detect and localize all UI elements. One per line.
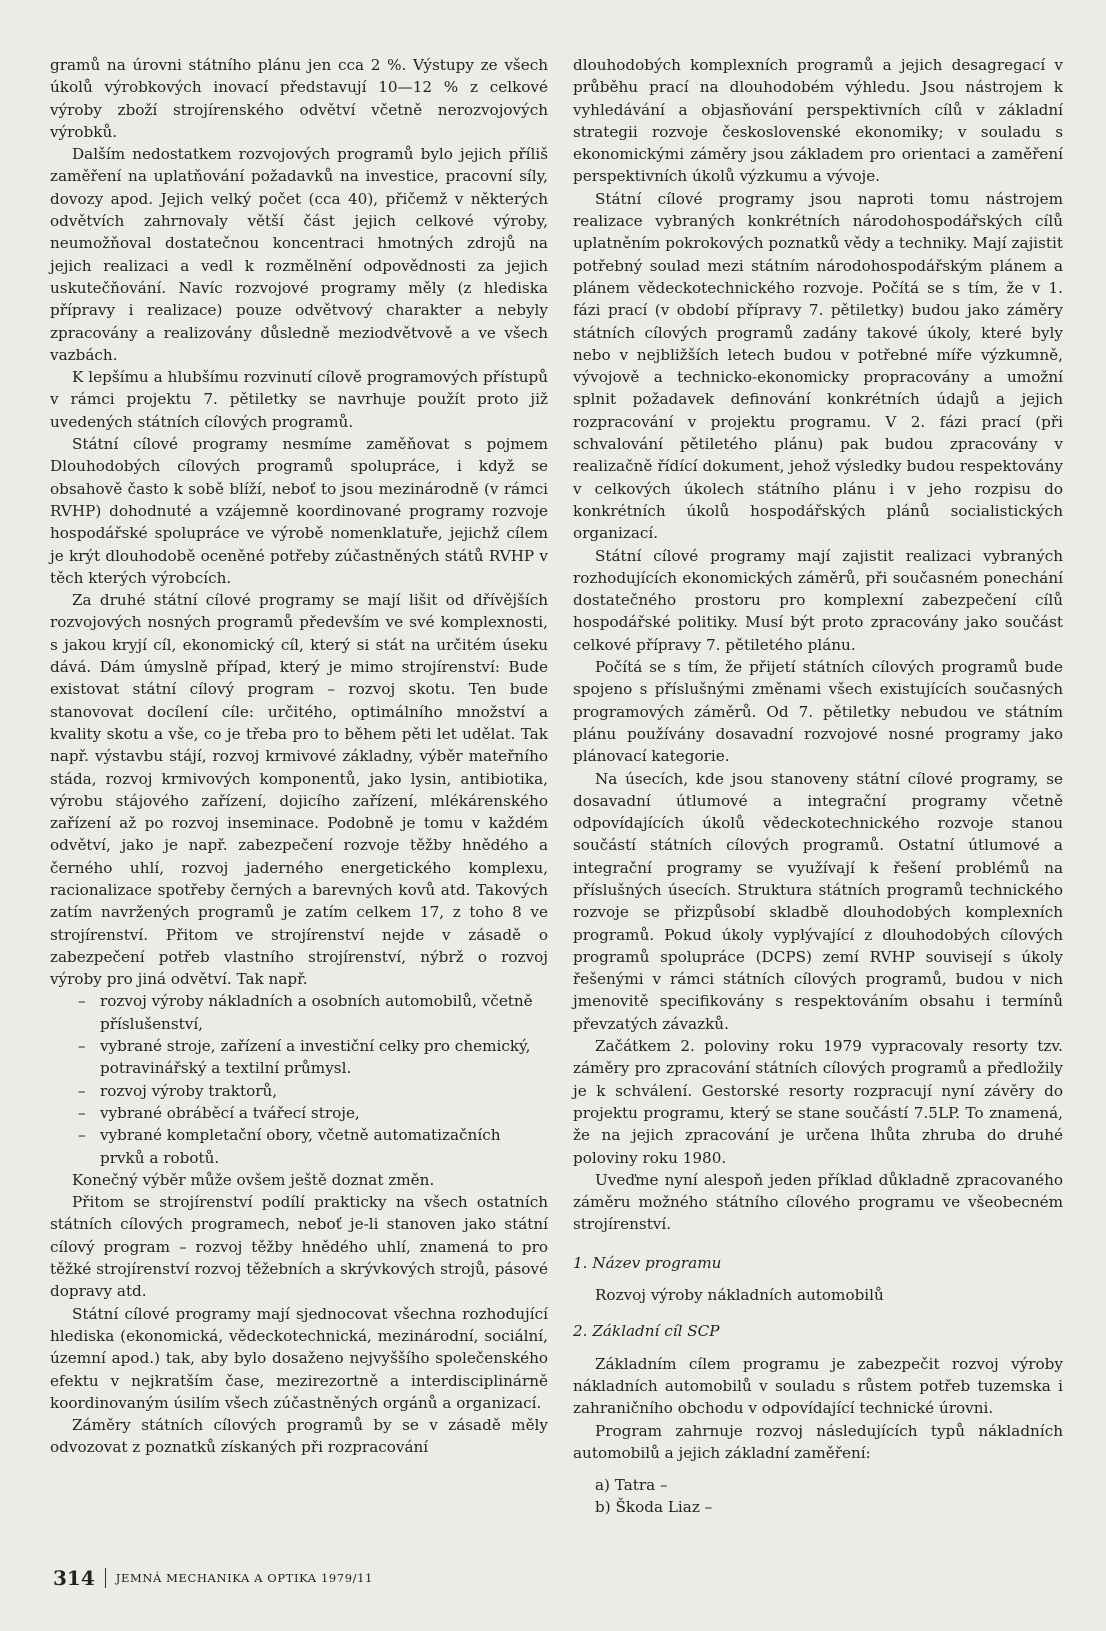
paragraph: Základním cílem programu je zabezpečit rozvoj výroby nákladních automobilů v souladu s růstem potřeb tuzemska i zahraničního obchodu v odpovídající technické úrovni. <box>573 1354 1063 1418</box>
section-heading: 1. Název programu <box>573 1253 722 1272</box>
paragraph: Státní cílové programy mají zajistit realizaci vybraných rozhodujících ekonomických záměrů, při současném ponechání dostatečného prostoru pro komplexní zabezpečení cílů hospodářské politiky. Musí být proto zpracovány jako součást celkové přípravy 7. pětiletého plánu. <box>573 546 1063 654</box>
paragraph: Začátkem 2. poloviny roku 1979 vypracovaly resorty tzv. záměry pro zpracování státních cílových programů a předložily je k schválení. Gestorské resorty rozpracují nyní závěry do projektu programu, který se stane součástí 7.5LP. To znamená, že na jejich zpracování je určena lhůta zhruba do druhé poloviny roku 1980. <box>573 1037 1063 1167</box>
paragraph: Přitom se strojírenství podílí prakticky na všech ostatních státních cílových programech, neboť je-li stanoven jako státní cílový program – rozvoj těžby hnědého uhlí, znamená to pro těžké strojírenství rozvoj těžebních a skrývkových strojů, pásové dopravy atd. <box>50 1193 548 1301</box>
paragraph: Na úsecích, kde jsou stanoveny státní cílové programy, se dosavadní útlumové a integrační programy včetně odpovídajících úkolů vědeckotechnického rozvoje stanou součástí státních cílových programů. Ostatní útlumové a integrační programy se využívají k řešení problémů na příslušných úsecích. Struktura státních programů technického rozvoje se přizpůsobí skladbě dlouhodobých komplexních programů. Pokud úkoly vyplývající z dlouhodobých cílových programů spolupráce (DCPS) zemí RVHP souvisejí s úkoly řešenými v rámci státních cílových programů, budou v nich jmenovitě specifikovány s respektováním obsahu i termínů převzatých závazků. <box>573 769 1063 1033</box>
program-name: Rozvoj výroby nákladních automobilů <box>595 1286 884 1305</box>
list-item: – vybrané stroje, zařízení a investiční celky pro chemický, potravinářský a textilní průmysl. <box>78 1035 548 1080</box>
paragraph: Uveďme nyní alespoň jeden příklad důkladně zpracovaného záměru možného státního cílového programu ve všeobecném strojírenství. <box>573 1170 1063 1234</box>
paragraph: K lepšímu a hlubšímu rozvinutí cílově programových přístupů v rámci projektu 7. pětiletky se navrhuje použít proto již uvedených státních cílových programů. <box>50 368 548 431</box>
list-item: – rozvoj výroby traktorů, <box>78 1080 548 1102</box>
paragraph: Dalším nedostatkem rozvojových programů bylo jejich příliš zaměření na uplatňování požadavků na investice, pracovní síly, dovozy apod. Jejich velký počet (cca 40), přičemž v některých odvětvích zahrnovaly větší část jejich celkové výroby, neumožňoval dostatečnou koncentraci hmotných zdrojů na jejich realizaci a vedl k rozmělnění odpovědnosti za jejich uskutečňování. Navíc rozvojové programy měly (z hlediska přípravy i realizace) pouze odvětvový charakter a nebyly zpracovány a realizovány důsledně meziodvětvově a ve všech vazbách. <box>50 145 548 364</box>
paragraph: gramů na úrovni státního plánu jen cca 2 %. Výstupy ze všech úkolů výrobkových inovací představují 10—12 % z celkové výroby zboží strojírenského odvětví včetně nerozvojových výrobků. <box>50 56 548 141</box>
paragraph: Státní cílové programy mají sjednocovat všechna rozhodující hlediska (ekonomická, vědeckotechnická, mezinárodní, sociální, územní apod.) tak, aby bylo dosaženo nejvyššího společenského efektu v nejkratším čase, mezirezortně a interdisciplinárně koordinovaným úsilím všech zúčastněných orgánů a organizací. <box>50 1304 548 1412</box>
paragraph: dlouhodobých komplexních programů a jejich desagregací v průběhu prací na dlouhodobém výhledu. Jsou nástrojem k vyhledávání a objasňování perspektivních cílů v základní strategii rozvoje československé ekonomiky; v souladu s ekonomickými záměry jsou základem pro orientaci a zaměření perspektivních úkolů výzkumu a vývoje. <box>573 56 1063 186</box>
left-column <box>50 54 548 1459</box>
paragraph: Záměry státních cílových programů by se v zásadě měly odvozovat z poznatků získaných při rozpracování <box>50 1416 548 1457</box>
section-heading: 2. Základní cíl SCP <box>573 1322 720 1341</box>
list-item: – rozvoj výroby nákladních a osobních automobilů, včetně příslušenství, <box>78 990 548 1035</box>
list-item: – vybrané obráběcí a tvářecí stroje, <box>78 1102 548 1124</box>
option-item: b) Škoda Liaz – <box>595 1498 713 1517</box>
program-list <box>50 990 548 1168</box>
journal-title: JEMNÁ MECHANIKA A OPTIKA 1979/11 <box>115 1571 373 1585</box>
right-column <box>573 54 1063 1519</box>
page-footer <box>53 1566 373 1590</box>
paragraph: Počítá se s tím, že přijetí státních cílových programů bude spojeno s příslušnými změnami všech existujících současných programových záměrů. Od 7. pětiletky nebudou ve státním plánu používány dosavadní rozvojové nosné programy jako plánovací kategorie. <box>573 658 1063 766</box>
paragraph: Konečný výběr může ovšem ještě doznat změn. <box>72 1170 435 1189</box>
page-number: 314 <box>53 1566 95 1590</box>
option-item: a) Tatra – <box>595 1476 668 1495</box>
paragraph: Státní cílové programy jsou naproti tomu nástrojem realizace vybraných konkrétních národohospodářských cílů uplatněním pokrokových poznatků vědy a techniky. Mají zajistit potřebný soulad mezi státním národohospodářským plánem a plánem vědeckotechnického rozvoje. Počítá se s tím, že v 1. fázi prací (v období přípravy 7. pětiletky) budou jako záměry státních cílových programů zadány takové úkoly, které byly nebo v nejbližších letech budou v potřebné míře výzkumně, vývojově a technicko-ekonomicky propracovány a umožní splnit požadavek definování konkrétních údajů a jejich rozpracování v projektu programu. V 2. fázi prací (při schvalování pětiletého plánu) pak budou zpracovány v realizačně řídící dokument, jehož výsledky budou respektovány v celkových úkolech státního plánu i v jeho rozpisu do konkrétních úkolů hospodářských plánů socialistických organizací. <box>573 189 1063 543</box>
option-list <box>573 1474 1063 1519</box>
paragraph: Za druhé státní cílové programy se mají lišit od dřívějších rozvojových nosných programů především ve své komplexnosti, s jakou kryjí cíl, ekonomický cíl, který si stát na určitém úseku dává. Dám úmyslně případ, který je mimo strojírenství: Bude existovat státní cílový program – rozvoj skotu. Ten bude stanovovat docílení cíle: určitého, optimálního množství a kvality skotu a vše, co je třeba pro to během pěti let udělat. Tak např. výstavbu stájí, rozvoj krmivové základny, výběr mateřního stáda, rozvoj krmivových komponentů, jako lysin, antibiotika, výrobu stájového zařízení, dojicího zařízení, mlékárenského zařízení až po rozvoj inseminace. Podobně je tomu v každém odvětví, jako je např. zabezpečení rozvoje těžby hnědého a černého uhlí, rozvoj jaderného energetického komplexu, racionalizace spotřeby černých a barevných kovů atd. Takových zatím navržených programů je zatím celkem 17, z toho 8 ve strojírenství. Přitom ve strojírenství nejde v zásadě o zabezpečení potřeb vlastního strojírenství, nýbrž o rozvoj výroby pro jiná odvětví. Tak např. <box>50 591 548 989</box>
list-item: – vybrané kompletační obory, včetně automatizačních prvků a robotů. <box>78 1124 548 1169</box>
footer-divider <box>105 1568 106 1588</box>
paragraph: Státní cílové programy nesmíme zaměňovat s pojmem Dlouhodobých cílových programů spolupráce, i když se obsahově často k sobě blíží, neboť to jsou mezinárodně (v rámci RVHP) dohodnuté a vzájemně koordinované programy rozvoje hospodářské spolupráce ve výrobě nomenklatuře, jejichž cílem je krýt dlouhodobě oceněné potřeby zúčastněných států RVHP v těch kterých výrobcích. <box>50 435 548 587</box>
paragraph: Program zahrnuje rozvoj následujících typů nákladních automobilů a jejich základní zaměření: <box>573 1421 1063 1462</box>
